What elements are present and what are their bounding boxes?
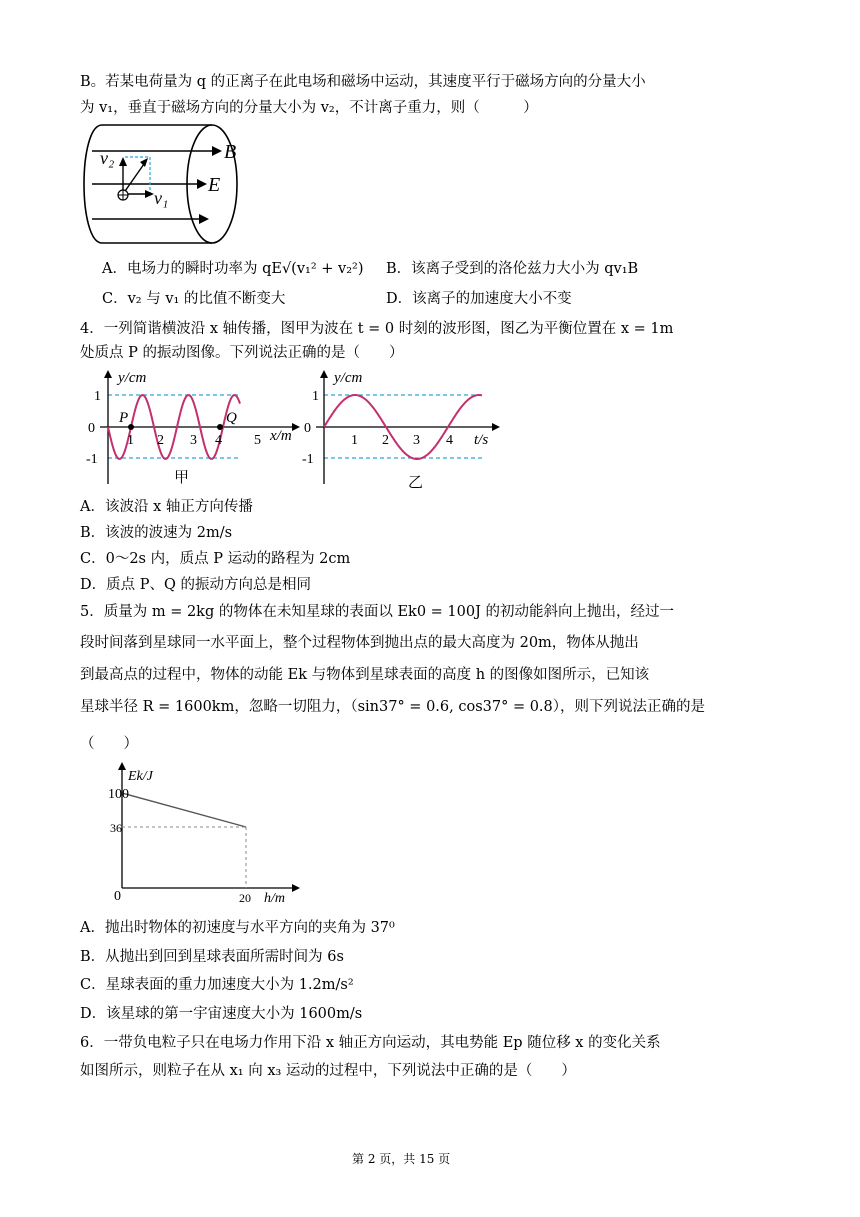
q5-text-line3: 到最高点的过程中，物体的动能 Ek 与物体到星球表面的高度 h 的图像如图所示，已知该	[80, 667, 650, 683]
ek-x-tick-20: 20	[239, 891, 251, 905]
wave-graph-jia	[82, 366, 304, 490]
q4-text-line2: 处质点 P 的振动图像。下列说法正确的是（ ）	[80, 345, 404, 361]
yi-y-tick-0: 0	[304, 421, 311, 436]
ek-origin: 0	[114, 889, 121, 904]
q3-option-d: D．该离子的加速度大小不变	[386, 291, 572, 307]
label-v1: v₁	[154, 188, 169, 208]
q5-text-line4: 星球半径 R = 1600km，忽略一切阻力，（sin37° = 0.6, cos37° = 0.8），则下列说法正确的是	[80, 699, 706, 715]
q4-text-line1: 4．一列简谐横波沿 x 轴传播，图甲为波在 t = 0 时刻的波形图，图乙为平衡位置在 x = 1m	[80, 321, 674, 337]
q4-option-c: C．0～2s 内，质点 P 运动的路程为 2cm	[80, 551, 351, 567]
q4-option-d: D．质点 P、Q 的振动方向总是相同	[80, 577, 311, 593]
yi-y-tick-1: 1	[312, 389, 319, 404]
jia-x-tick-5: 5	[254, 433, 261, 448]
yi-x-tick-1: 1	[351, 433, 358, 448]
yi-x-tick-3: 3	[413, 433, 420, 448]
point-Q: Q	[226, 410, 237, 426]
jia-y-tick-0: 0	[88, 421, 95, 436]
yi-x-label: t/s	[474, 432, 489, 448]
ek-y-tick-36: 36	[110, 821, 122, 835]
cylinder-field-figure	[82, 122, 242, 247]
jia-x-tick-3: 3	[190, 433, 197, 448]
q5-text-line1: 5．质量为 m = 2kg 的物体在未知星球的表面以 Ek0 = 100J 的初动能斜向上抛出，经过一	[80, 604, 675, 620]
q5-option-c: C．星球表面的重力加速度大小为 1.2m/s²	[80, 977, 354, 993]
label-E: E	[208, 174, 221, 196]
q3-option-a: A．电场力的瞬时功率为 qE√(v₁² + v₂²)	[102, 261, 364, 277]
q3-option-c: C．v₂ 与 v₁ 的比值不断变大	[102, 291, 286, 307]
q4-option-b: B．该波的波速为 2m/s	[80, 525, 233, 541]
page-footer: 第 2 页，共 15 页	[352, 1152, 451, 1166]
yi-caption: 乙	[408, 475, 424, 491]
q5-option-d: D．该星球的第一宇宙速度大小为 1600m/s	[80, 1006, 363, 1022]
jia-caption: 甲	[174, 470, 190, 486]
jia-x-label: x/m	[270, 428, 292, 444]
ek-y-label: Ek/J	[128, 769, 153, 784]
q3-text-line1: B。若某电荷量为 q 的正离子在此电场和磁场中运动，其速度平行于磁场方向的分量大小	[80, 74, 646, 90]
q4-option-a: A．该波沿 x 轴正方向传播	[80, 499, 253, 515]
q3-option-b: B．该离子受到的洛伦兹力大小为 qv₁B	[386, 261, 639, 277]
yi-y-tick-neg1: -1	[302, 452, 314, 467]
yi-y-label: y/cm	[334, 370, 363, 386]
yi-x-tick-2: 2	[382, 433, 389, 448]
ek-h-graph	[108, 760, 312, 910]
jia-x-tick-1: 1	[127, 433, 134, 448]
yi-x-tick-4: 4	[446, 433, 453, 448]
ek-x-label: h/m	[264, 891, 285, 906]
point-P: P	[119, 410, 129, 426]
jia-x-tick-2: 2	[157, 433, 164, 448]
vibration-graph-yi	[302, 366, 502, 490]
q6-text-line2: 如图所示，则粒子在从 x₁ 向 x₃ 运动的过程中，下列说法中正确的是（ ）	[80, 1063, 576, 1079]
q6-text-line1: 6．一带负电粒子只在电场力作用下沿 x 轴正方向运动，其电势能 Ep 随位移 x 的变化关系	[80, 1035, 661, 1051]
q5-option-b: B．从抛出到回到星球表面所需时间为 6s	[80, 949, 344, 965]
jia-x-tick-4: 4	[215, 433, 222, 448]
q5-text-line5: （ ）	[80, 736, 138, 752]
q5-text-line2: 段时间落到星球同一水平面上，整个过程物体到抛出点的最大高度为 20m，物体从抛出	[80, 635, 639, 651]
jia-y-tick-neg1: -1	[86, 452, 98, 467]
q5-option-a: A．抛出时物体的初速度与水平方向的夹角为 37⁰	[80, 920, 395, 936]
jia-y-label: y/cm	[118, 370, 147, 386]
q3-text-line2: 为 v₁，垂直于磁场方向的分量大小为 v₂，不计离子重力，则（ ）	[80, 100, 538, 116]
ek-y-tick-100: 100	[108, 787, 129, 802]
jia-y-tick-1: 1	[94, 389, 101, 404]
label-v2: v₂	[100, 148, 115, 168]
label-B: B	[224, 141, 237, 163]
